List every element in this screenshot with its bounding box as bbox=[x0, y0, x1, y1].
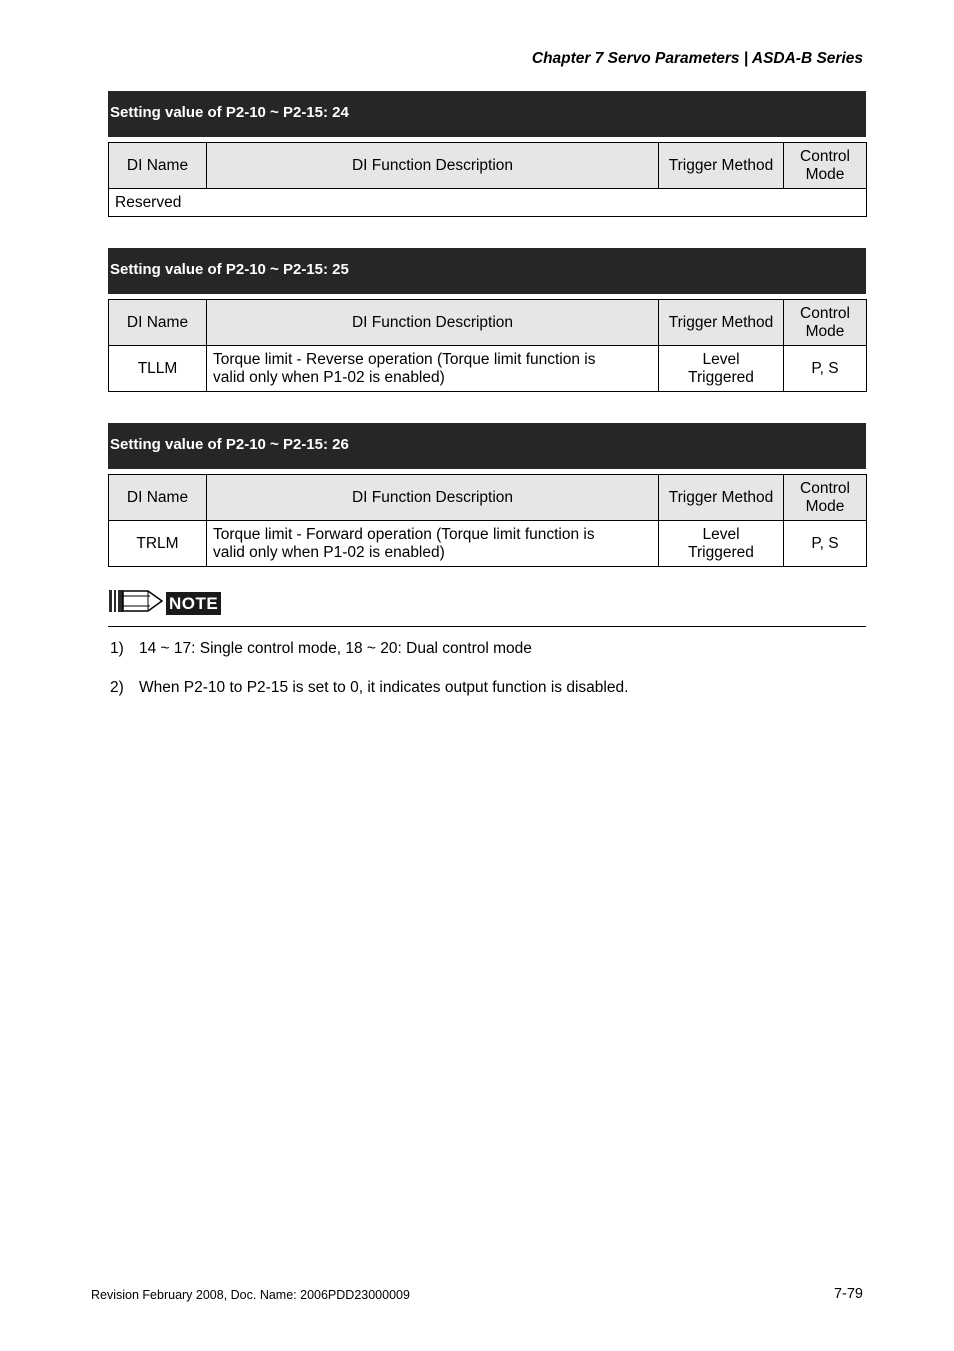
col-control-mode: Control Mode bbox=[784, 300, 867, 346]
setting-section-24 bbox=[108, 91, 866, 217]
col-trigger-method: Trigger Method bbox=[659, 300, 784, 346]
footer-revision: Revision February 2008, Doc. Name: 2006PDD23000009 bbox=[91, 1288, 410, 1302]
col-trigger-method: Trigger Method bbox=[659, 143, 784, 189]
col-di-name: DI Name bbox=[109, 300, 207, 346]
setting-section-25 bbox=[108, 248, 866, 392]
col-di-function-description: DI Function Description bbox=[207, 143, 659, 189]
table-row bbox=[109, 521, 867, 567]
col-di-name: DI Name bbox=[109, 475, 207, 521]
table-row bbox=[109, 346, 867, 392]
trigger-cell: Level Triggered bbox=[659, 521, 784, 567]
table-header-row bbox=[109, 143, 867, 189]
note-item-text: 14 ~ 17: Single control mode, 18 ~ 20: Dual control mode bbox=[139, 640, 532, 657]
di-table bbox=[108, 474, 867, 567]
col-di-function-description: DI Function Description bbox=[207, 475, 659, 521]
di-name-cell: TRLM bbox=[109, 521, 207, 567]
di-table bbox=[108, 299, 867, 392]
page-number: 7-79 bbox=[833, 1286, 863, 1302]
section-title: Setting value of P2-10 ~ P2-15: 24 bbox=[108, 91, 866, 137]
col-control-mode: Control Mode bbox=[784, 143, 867, 189]
section-title: Setting value of P2-10 ~ P2-15: 25 bbox=[108, 248, 866, 294]
trigger-cell: Level Triggered bbox=[659, 346, 784, 392]
note-badge: NOTE bbox=[166, 592, 221, 615]
col-control-mode: Control Mode bbox=[784, 475, 867, 521]
reserved-cell: Reserved bbox=[109, 189, 867, 217]
control-mode-cell: P, S bbox=[784, 521, 867, 567]
description-cell: Torque limit - Reverse operation (Torque limit function is valid only when P1-02 is enabled) bbox=[207, 346, 659, 392]
control-mode-cell: P, S bbox=[784, 346, 867, 392]
table-header-row bbox=[109, 300, 867, 346]
description-cell: Torque limit - Forward operation (Torque limit function is valid only when P1-02 is enabled) bbox=[207, 521, 659, 567]
note-pencil-icon bbox=[108, 587, 164, 620]
di-name-cell: TLLM bbox=[109, 346, 207, 392]
note-item-number: 1) bbox=[110, 640, 124, 657]
note-item bbox=[110, 679, 628, 697]
note-item-text: When P2-10 to P2-15 is set to 0, it indicates output function is disabled. bbox=[139, 679, 629, 696]
section-title: Setting value of P2-10 ~ P2-15: 26 bbox=[108, 423, 866, 469]
setting-section-26 bbox=[108, 423, 866, 567]
col-di-function-description: DI Function Description bbox=[207, 300, 659, 346]
note-item-number: 2) bbox=[110, 679, 124, 696]
page-header: Chapter 7 Servo Parameters | ASDA-B Series bbox=[531, 50, 863, 67]
col-di-name: DI Name bbox=[109, 143, 207, 189]
note-heading bbox=[108, 587, 866, 620]
note-item bbox=[110, 640, 532, 658]
col-trigger-method: Trigger Method bbox=[659, 475, 784, 521]
note-divider bbox=[108, 626, 866, 627]
table-header-row bbox=[109, 475, 867, 521]
di-table bbox=[108, 142, 867, 217]
